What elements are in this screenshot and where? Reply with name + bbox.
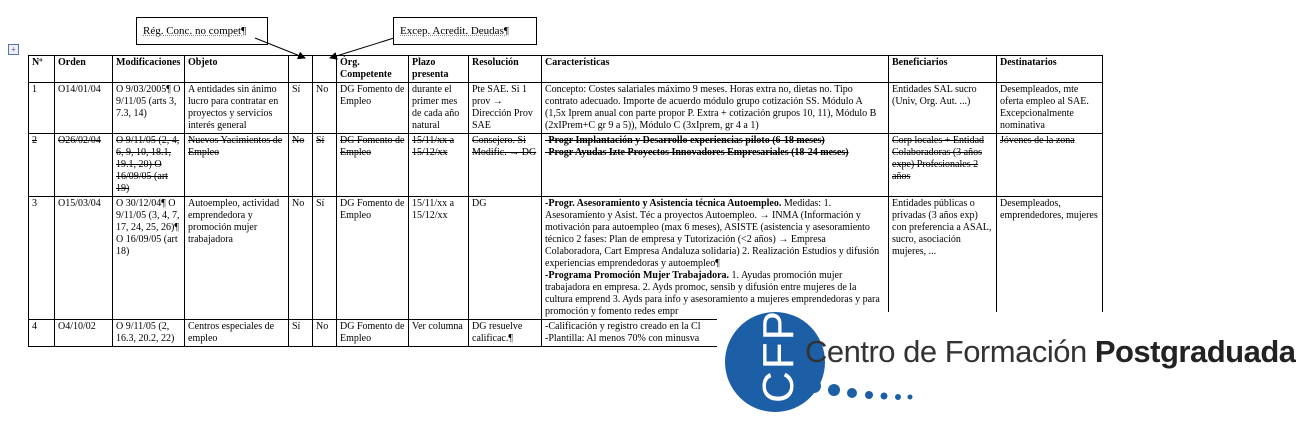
cell-beneficiarios: Corp locales + Entidad Colaboradoras (3 años expe) Profesionales 2 años: [889, 134, 997, 197]
table-row: [29, 197, 1103, 320]
cell-c2: No: [313, 83, 337, 134]
header-col-a: [289, 56, 313, 83]
header-caracteristicas: Características: [542, 56, 889, 83]
cell-caracteristicas: [542, 197, 889, 320]
cell-destinatarios: Desempleados, mte oferta empleo al SAE. Excepcionalmente nominativa: [997, 83, 1103, 134]
cell-resolucion: Pte SAE. Si 1 prov → Dirección Prov SAE: [469, 83, 542, 134]
cell-c2: Sí: [313, 197, 337, 320]
header-beneficiarios: Beneficiarios: [889, 56, 997, 83]
logo-letters: CFP: [754, 309, 803, 403]
cell-c1: No: [289, 134, 313, 197]
cell-orden: O4/10/02: [55, 320, 113, 347]
cell-modificaciones: O 9/11/05 (2, 16.3, 20.2, 22): [113, 320, 185, 347]
cell-objeto: Centros especiales de empleo: [185, 320, 289, 347]
table-row: [29, 134, 1103, 197]
logo-title: [805, 334, 1296, 370]
header-resolucion: Resolución: [469, 56, 542, 83]
cell-destinatarios: Desempleados, emprendedores, mujeres: [997, 197, 1103, 320]
callout-excep-acredit-deudas: Excep. Acredit. Deudas¶: [393, 17, 537, 45]
cell-c1: Sí: [289, 320, 313, 347]
callout-conc-no-compet: Rég. Conc. no compet¶: [136, 17, 268, 45]
table-move-handle-icon[interactable]: +: [8, 44, 19, 55]
cell-caracteristicas: Concepto: Costes salariales máximo 9 meses. Horas extra no, dietas no. Tipo contrato adecuado. Importe de acuerdo módulo grupo cotización SS. Módulo A (1,5x Iprem anual con parte propor P. Extra + cotización grupos 10, 11), Módulo B (2xIPrem+C gr 9 a 5)), Módulo C (3xIprem, gr 4 a 1): [542, 83, 889, 134]
cell-resolucion: DG: [469, 197, 542, 320]
logo-title-bold: Postgraduada: [1094, 334, 1296, 369]
program-text: 1. Ayudas promoción mujer trabajadora en empresa. 2. Ayds promoc, sensib y difusión entre mujeres de la cultura emprend 3. Ayds para info y asesoramiento a mujeres emprendedoras y para promoción y fomento redes empr: [545, 270, 880, 317]
cell-organo: DG Fomento de Empleo: [337, 320, 409, 347]
cell-modificaciones: O 9/11/05 (2, 4, 6, 9, 10, 18.1, 19.1, 20) O 16/09/05 (art 19): [113, 134, 185, 197]
cell-orden: O26/02/04: [55, 134, 113, 197]
header-no: Nº: [29, 56, 55, 83]
cell-c1: Sí: [289, 83, 313, 134]
program-line: -Plantilla: Al menos 70% con minusva: [545, 333, 700, 344]
cell-organo: DG Fomento de Empleo: [337, 134, 409, 197]
cfp-logo: [717, 309, 1296, 424]
table-row: [29, 83, 1103, 134]
cell-resolucion: DG resuelve calificac.¶: [469, 320, 542, 347]
cell-organo: DG Fomento de Empleo: [337, 83, 409, 134]
header-orden: Orden: [55, 56, 113, 83]
cell-organo: DG Fomento de Empleo: [337, 197, 409, 320]
cell-objeto: Nuevos Yacimientos de Empleo: [185, 134, 289, 197]
cell-plazo: 15/11/xx a 15/12/xx: [409, 134, 469, 197]
cell-modificaciones: O 9/03/2005¶ O 9/11/05 (arts 3, 7.3, 14): [113, 83, 185, 134]
cell-no: 3: [29, 197, 55, 320]
table-header-row: [29, 56, 1103, 83]
cell-plazo: Ver columna: [409, 320, 469, 347]
cell-objeto: A entidades sin ánimo lucro para contratar en proyectos y servicios interés general: [185, 83, 289, 134]
header-plazo: Plazo presenta: [409, 56, 469, 83]
cell-modificaciones: O 30/12/04¶ O 9/11/05 (3, 4, 7, 17, 24, 25, 26)¶ O 16/09/05 (art 18): [113, 197, 185, 320]
header-objeto: Objeto: [185, 56, 289, 83]
cell-no: 1: [29, 83, 55, 134]
logo-title-light: Centro de Formación: [805, 334, 1095, 369]
cell-no: 2: [29, 134, 55, 197]
cell-beneficiarios: Entidades públicas o privadas (3 años exp) con preferencia a ASAL, sucro, asociación mujeres, ...: [889, 197, 997, 320]
cell-orden: O14/01/04: [55, 83, 113, 134]
cell-c2: Sí: [313, 134, 337, 197]
program-line: -Progr Implantación y Desarrollo experiencias piloto (6-18 meses): [545, 135, 825, 146]
cell-plazo: 15/11/xx a 15/12/xx: [409, 197, 469, 320]
cell-plazo: durante el primer mes de cada año natural: [409, 83, 469, 134]
program-title: -Programa Promoción Mujer Trabajadora.: [545, 270, 730, 281]
program-text: Medidas: 1. Asesoramiento y Asist. Téc a proyectos Autoempleo. → INMA (Información y motivación para autoempleo (max 6 meses), ASISTE (asistencia y asesoramiento técnico 2 fases: Plan de empresa y Tutorización (<2 años) → Empresa Colaboradora, Cart Empresa Andaluza solidaria) 2. Realización Estudios y difusión experiencias emprendedoras y autoempleo¶: [545, 198, 880, 269]
cell-c2: No: [313, 320, 337, 347]
cell-resolucion: Consejero. Si Modific. → DG: [469, 134, 542, 197]
program-line: -Calificación y registro creado en la Cl: [545, 321, 701, 332]
header-organo: Órg. Competente: [337, 56, 409, 83]
cell-objeto: Autoempleo, actividad emprendedora y promoción mujer trabajadora: [185, 197, 289, 320]
cell-orden: O15/03/04: [55, 197, 113, 320]
cell-c1: No: [289, 197, 313, 320]
cell-beneficiarios: Entidades SAL sucro (Univ, Org. Aut. ...): [889, 83, 997, 134]
cell-destinatarios: Jóvenes de la zona: [997, 134, 1103, 197]
header-col-b: [313, 56, 337, 83]
program-title: -Progr. Asesoramiento y Asistencia técnica Autoempleo.: [545, 198, 782, 209]
document-table: [28, 55, 1102, 344]
cell-no: 4: [29, 320, 55, 347]
header-modificaciones: Modificaciones: [113, 56, 185, 83]
program-line: -Progr Ayudas Izte Proyectos Innovadores Empresariales (18-24 meses): [545, 147, 849, 158]
logo-dots-icon: [802, 372, 922, 412]
header-destinatarios: Destinatarios: [997, 56, 1103, 83]
cell-caracteristicas: [542, 134, 889, 197]
